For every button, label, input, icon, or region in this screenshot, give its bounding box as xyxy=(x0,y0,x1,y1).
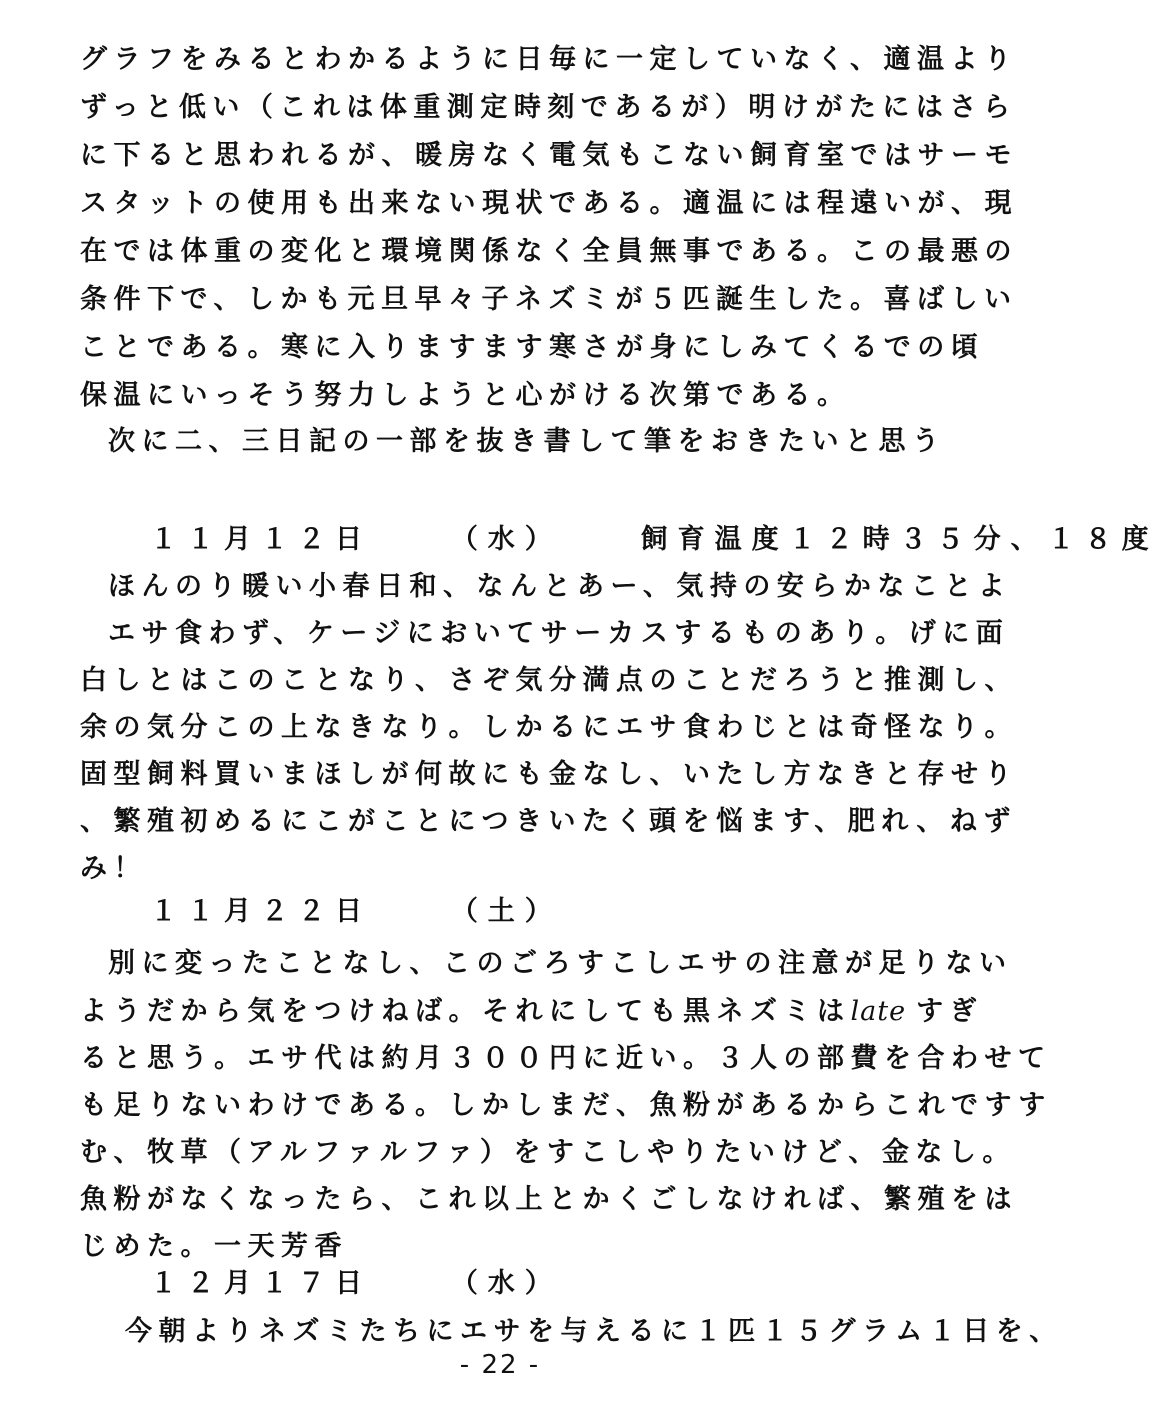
entry-line: 固型飼料買いまほしが何故にも金なし、いたし方なきと存せり xyxy=(80,759,1018,790)
entry-line: 今朝よりネズミたちにエサを与えるに１匹１５グラム１日を、 xyxy=(125,1316,1063,1347)
entry-line: 魚粉がなくなったら、これ以上とかくごしなければ、繁殖をは xyxy=(80,1184,1018,1215)
entry-weekday: （水） xyxy=(450,1268,562,1299)
body-line: ことである。寒に入りますます寒さが身にしみてくるでの頃 xyxy=(80,332,985,363)
latin-word: late xyxy=(850,996,907,1027)
entry-line: 別に変ったことなし、このごろすこしエサの注意が足りない xyxy=(108,948,1013,979)
body-line: に下ると思われるが、暖房なく電気もこない飼育室ではサーモ xyxy=(80,140,1018,171)
entry-line: 、繁殖初めるにこがことにつきいたく頭を悩ます、肥れ、ねず xyxy=(80,806,1017,837)
entry-line: 白しとはこのことなり、さぞ気分満点のことだろうと推測し、 xyxy=(80,665,1018,696)
body-line: 在では体重の変化と環境関係なく全員無事である。この最悪の xyxy=(80,236,1018,267)
entry-date: １１月２２日 xyxy=(150,896,372,927)
body-line: 条件下で、しかも元旦早々子ネズミが５匹誕生した。喜ばしい xyxy=(80,284,1018,315)
entry-line: む、牧草（アルファルファ）をすこしやりたいけど、金なし。 xyxy=(80,1137,1016,1168)
entry-line: じめた。一天芳香 xyxy=(80,1231,348,1262)
entry-info: 飼育温度１２時３５分、１８度 xyxy=(640,524,1159,555)
entry-line: み！ xyxy=(80,853,147,884)
entry-line: 余の気分この上なきなり。しかるにエサ食わじとは奇怪なり。 xyxy=(80,712,1018,743)
entry-weekday: （水） xyxy=(450,524,562,555)
diary-entry-heading xyxy=(150,892,950,932)
entry-line: ると思う。エサ代は約月３００円に近い。３人の部費を合わせて xyxy=(80,1043,1052,1074)
entry-line: エサ食わず、ケージにおいてサーカスするものあり。げに面 xyxy=(108,618,1010,649)
entry-line: も足りないわけである。しかしまだ、魚粉があるからこれですす xyxy=(80,1090,1052,1121)
entry-date: １１月１２日 xyxy=(150,524,372,555)
diary-entry-heading xyxy=(150,1264,950,1304)
entry-line-tail: すぎ xyxy=(916,996,984,1027)
entry-line: ほんのり暖い小春日和、なんとあー、気持の安らかなことよ xyxy=(108,571,1012,602)
body-line: スタットの使用も出来ない現状である。適温には程遠いが、現 xyxy=(80,188,1018,219)
body-line: ずっと低い（これは体重測定時刻であるが）明けがたにはさら xyxy=(80,92,1017,123)
body-line: 次に二、三日記の一部を抜き書して筆をおきたいと思う xyxy=(108,426,946,457)
body-line: 保温にいっそう努力しようと心がける次第である。 xyxy=(80,380,851,411)
entry-line-text: ようだから気をつけねば。それにしても黒ネズミは xyxy=(80,996,851,1027)
page-number: - 22 - xyxy=(459,1350,541,1380)
entry-date: １２月１７日 xyxy=(150,1268,372,1299)
entry-weekday: （土） xyxy=(450,896,562,927)
body-line: グラフをみるとわかるように日毎に一定していなく、適温より xyxy=(80,44,1018,75)
entry-line xyxy=(80,992,984,1032)
diary-entry-heading xyxy=(150,520,1159,560)
